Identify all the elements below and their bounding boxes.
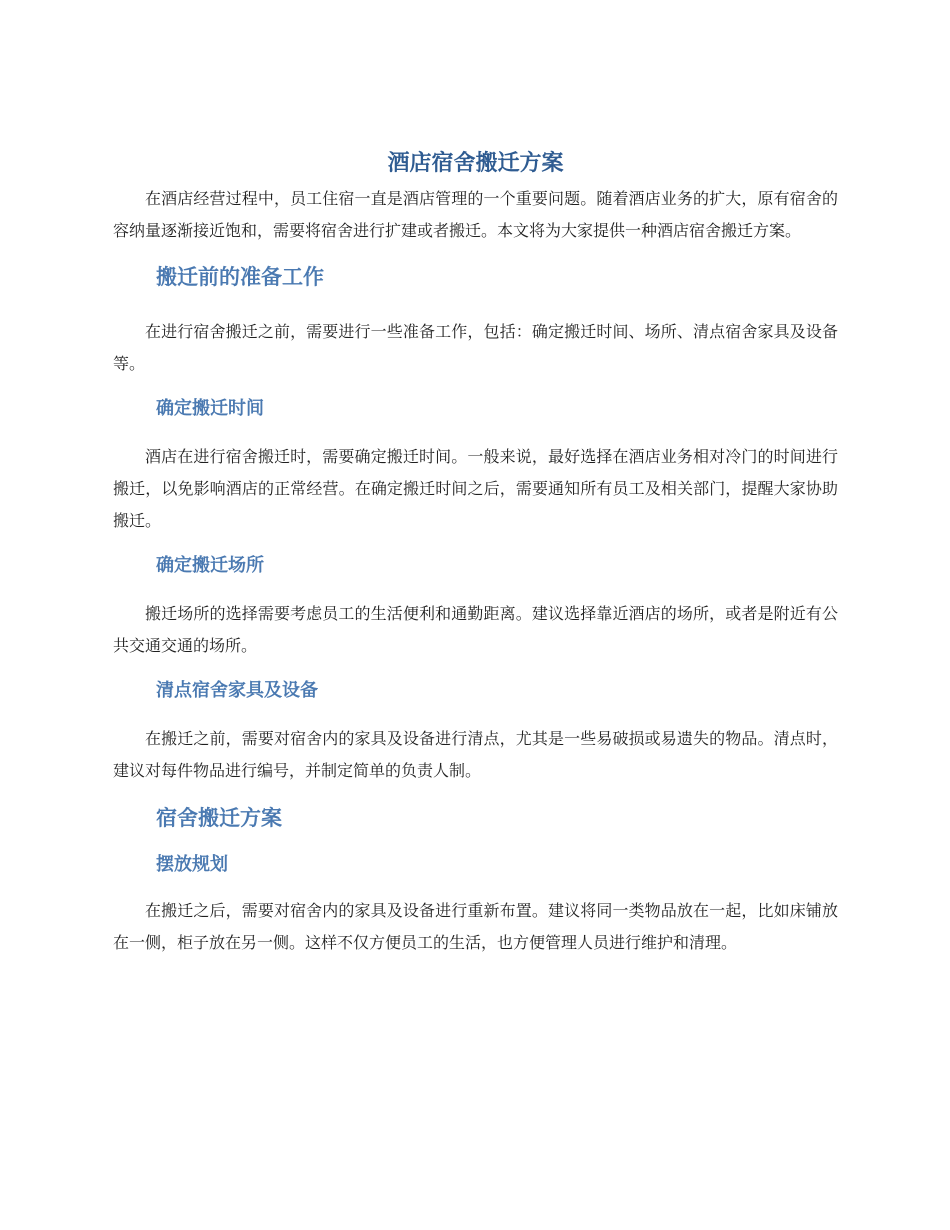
subsection-heading-layout-planning: 摆放规划	[156, 854, 228, 875]
section-paragraph-preparation: 在进行宿舍搬迁之前，需要进行一些准备工作，包括：确定搬迁时间、场所、清点宿舍家具及设备等。	[113, 322, 838, 373]
subsection-paragraph-layout-planning: 在搬迁之后，需要对宿舍内的家具及设备进行重新布置。建议将同一类物品放在一起，比如床铺放在一侧，柜子放在另一侧。这样不仅方便员工的生活，也方便管理人员进行维护和清理。	[113, 901, 838, 952]
section-heading-preparation: 搬迁前的准备工作	[156, 265, 324, 289]
subsection-heading-inventory: 清点宿舍家具及设备	[156, 680, 318, 701]
subsection-paragraph-inventory: 在搬迁之前，需要对宿舍内的家具及设备进行清点，尤其是一些易破损或易遗失的物品。清点时，建议对每件物品进行编号，并制定简单的负责人制。	[113, 729, 838, 780]
subsection-paragraph-move-time: 酒店在进行宿舍搬迁时，需要确定搬迁时间。一般来说，最好选择在酒店业务相对冷门的时间进行搬迁，以免影响酒店的正常经营。在确定搬迁时间之后，需要通知所有员工及相关部门，提醒大家协助搬迁。	[113, 447, 838, 530]
document-title: 酒店宿舍搬迁方案	[387, 151, 564, 176]
document-content	[113, 148, 838, 959]
subsection-heading-move-location: 确定搬迁场所	[156, 555, 264, 576]
section-heading-move-plan: 宿舍搬迁方案	[156, 806, 282, 830]
subsection-heading-move-time: 确定搬迁时间	[156, 398, 264, 419]
subsection-paragraph-move-location: 搬迁场所的选择需要考虑员工的生活便利和通勤距离。建议选择靠近酒店的场所，或者是附近有公共交通交通的场所。	[113, 604, 838, 655]
intro-paragraph: 在酒店经营过程中，员工住宿一直是酒店管理的一个重要问题。随着酒店业务的扩大，原有宿舍的容纳量逐渐接近饱和，需要将宿舍进行扩建或者搬迁。本文将为大家提供一种酒店宿舍搬迁方案。	[113, 189, 838, 240]
